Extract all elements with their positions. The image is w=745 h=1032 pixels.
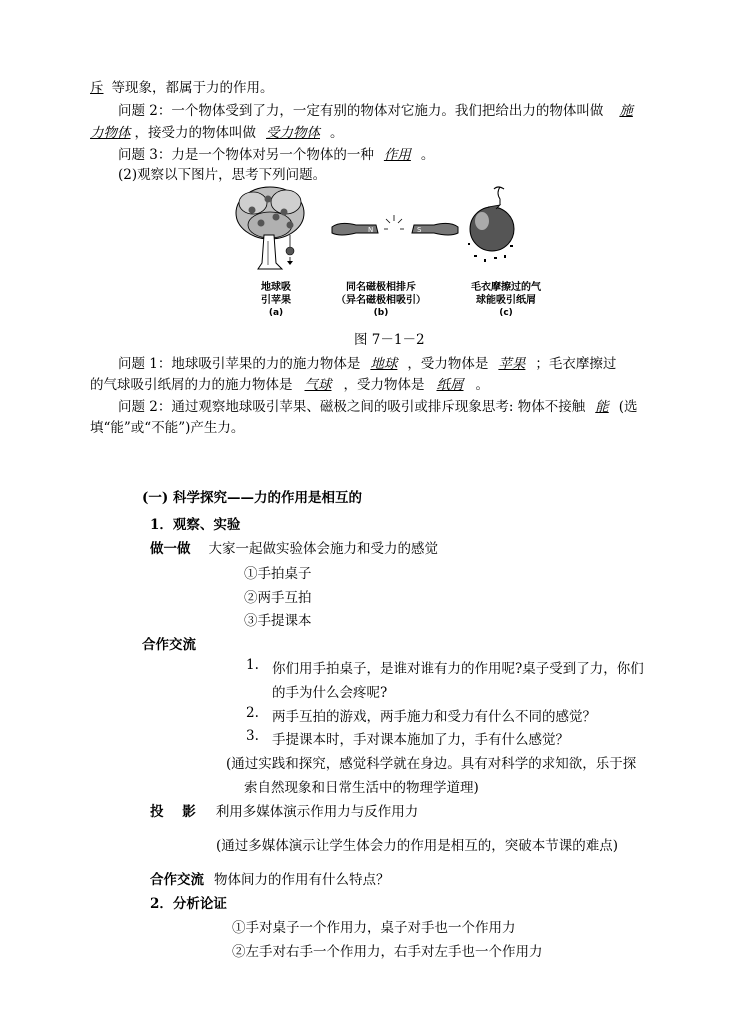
- question-text: 你们用手拍桌子，是谁对谁有力的作用呢?桌子受到了力，你们: [272, 661, 644, 677]
- answer-fill: 力物体: [90, 125, 131, 141]
- magnet-n-label: N: [368, 226, 374, 234]
- figure-title: 图 7－1－2: [354, 332, 425, 348]
- list-item: ②两手互拍: [244, 590, 312, 606]
- do-it-row: 做一做 大家一起做实验体会施力和受力的感觉: [150, 541, 438, 557]
- note-text: 索自然现象和日常生活中的物理学道理): [244, 780, 479, 796]
- projection-row: 投 影 利用多媒体演示作用力与反作用力: [150, 804, 419, 820]
- text-line: 问题 1：地球吸引苹果的力的施力物体是 地球 ，受力物体是 苹果 ；毛衣摩擦过: [118, 356, 617, 372]
- answer-fill: 纸屑: [436, 377, 464, 393]
- magnet-s-label: S: [417, 226, 422, 234]
- subsection-heading: 1．观察、实验: [150, 517, 241, 533]
- magnets-illustration: [332, 215, 458, 235]
- coop2-label: 合作交流: [150, 872, 204, 888]
- balloon-illustration: [468, 187, 514, 262]
- text-line: 问题 2：通过观察地球吸引苹果、磁极之间的吸引或排斥现象思考: 物体不接触 能 (选: [118, 399, 638, 415]
- text-line: [118, 99, 639, 119]
- note-text: (通过实践和探究，感觉科学就在身边。具有对科学的求知欲，乐于探: [226, 756, 637, 772]
- answer-fill: 气球: [304, 377, 332, 393]
- note-text: (通过多媒体演示让学生体会力的作用是相互的，突破本节课的难点): [216, 838, 619, 854]
- question-text: 两手互拍的游戏，两手施力和受力有什么不同的感觉？: [272, 709, 596, 725]
- answer-fill: 地球: [370, 356, 398, 372]
- text-line: 的气球吸引纸屑的力的施力物体是 气球 ，受力物体是 纸屑 。: [90, 377, 489, 393]
- conclusion-item: ②左手对右手一个作用力，右手对左手也一个作用力: [232, 944, 543, 960]
- list-item: ①手拍桌子: [244, 566, 312, 582]
- body-text: 问题 3：力是一个物体对另一个物体的一种: [118, 147, 374, 163]
- figure-caption-a: 地球吸 引苹果 (a): [261, 282, 291, 318]
- section-heading: (一) 科学探究——力的作用是相互的: [142, 490, 362, 506]
- projection-label: 投 影: [150, 804, 196, 820]
- text-line: 填“能”或“不能”)产生力。: [90, 420, 245, 436]
- text-line: [90, 121, 344, 141]
- body-text: 。: [330, 125, 344, 141]
- question-number: 2.: [246, 705, 259, 721]
- figure-illustrations: [228, 185, 528, 277]
- coop2-row: 合作交流 物体间力的作用有什么特点？: [150, 872, 390, 888]
- answer-fill: 能: [595, 399, 609, 415]
- conclusion-item: ①手对桌子一个作用力，桌子对手也一个作用力: [232, 920, 516, 936]
- body-text: ，接受力的物体叫做: [134, 125, 256, 141]
- body-text: 等现象，都属于力的作用。: [111, 80, 274, 96]
- answer-fill: 施: [619, 103, 633, 119]
- figure-caption-c: 毛衣摩擦过的气 球能吸引纸屑 (c): [471, 282, 541, 318]
- question-number: 1.: [246, 657, 259, 673]
- answer-fill: 苹果: [498, 356, 526, 372]
- answer-fill: 斥: [90, 80, 104, 96]
- observe-instruction: (2)观察以下图片，思考下列问题。: [118, 167, 327, 183]
- answer-fill: 受力物体: [266, 125, 320, 141]
- figure-caption-b: 同名磁极相排斥 （异名磁极相吸引） (b): [336, 282, 426, 318]
- subsection-heading: 2．分析论证: [150, 896, 227, 912]
- question-text: 的手为什么会疼呢?: [272, 685, 388, 701]
- answer-fill: 作用: [383, 147, 411, 163]
- list-item: ③手提课本: [244, 613, 312, 629]
- question-text: 手提课本时，手对课本施加了力，手有什么感觉？: [272, 732, 569, 748]
- body-text: 问题 2：一个物体受到了力，一定有别的物体对它施力。我们把给出力的物体叫做: [118, 103, 604, 119]
- question-number: 3.: [246, 728, 259, 744]
- body-text: 。: [420, 147, 435, 163]
- text-line: [90, 76, 274, 96]
- coop-label: 合作交流: [142, 637, 196, 653]
- do-label: 做一做: [150, 541, 191, 557]
- apple-tree-illustration: [236, 187, 304, 269]
- text-line: [118, 143, 434, 163]
